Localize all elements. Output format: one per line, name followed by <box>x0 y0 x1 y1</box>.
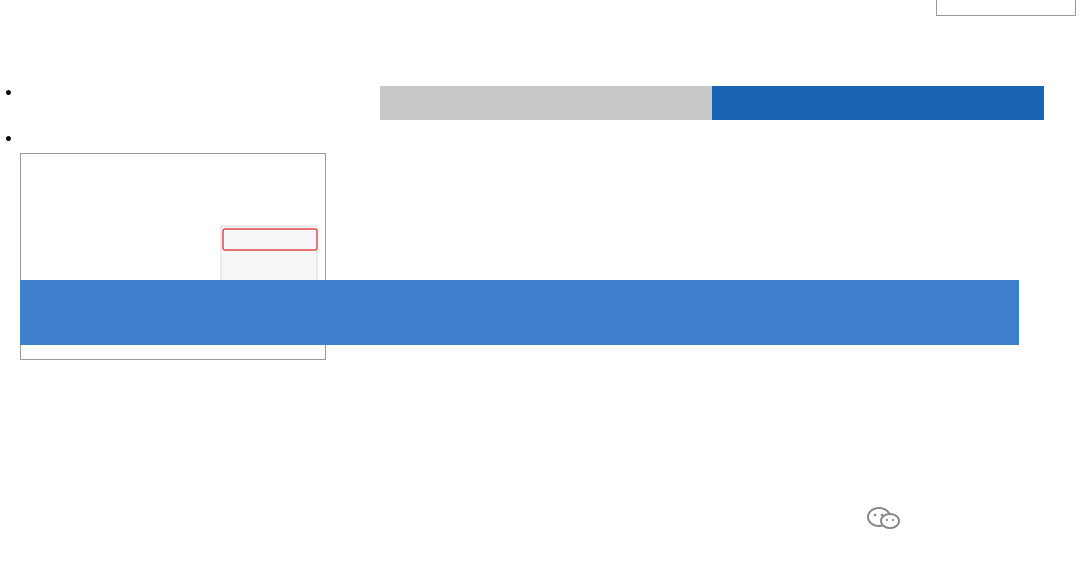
bullet-dot-icon: • <box>4 132 13 148</box>
bullet-dot-icon: • <box>4 86 13 102</box>
watermark <box>866 505 908 530</box>
journal-name <box>380 86 712 120</box>
journal-banner <box>380 86 1044 120</box>
corner-label-box <box>936 0 1076 16</box>
conclusion-banner <box>20 280 1019 345</box>
journal-section <box>712 86 1044 120</box>
wechat-icon <box>866 506 902 530</box>
